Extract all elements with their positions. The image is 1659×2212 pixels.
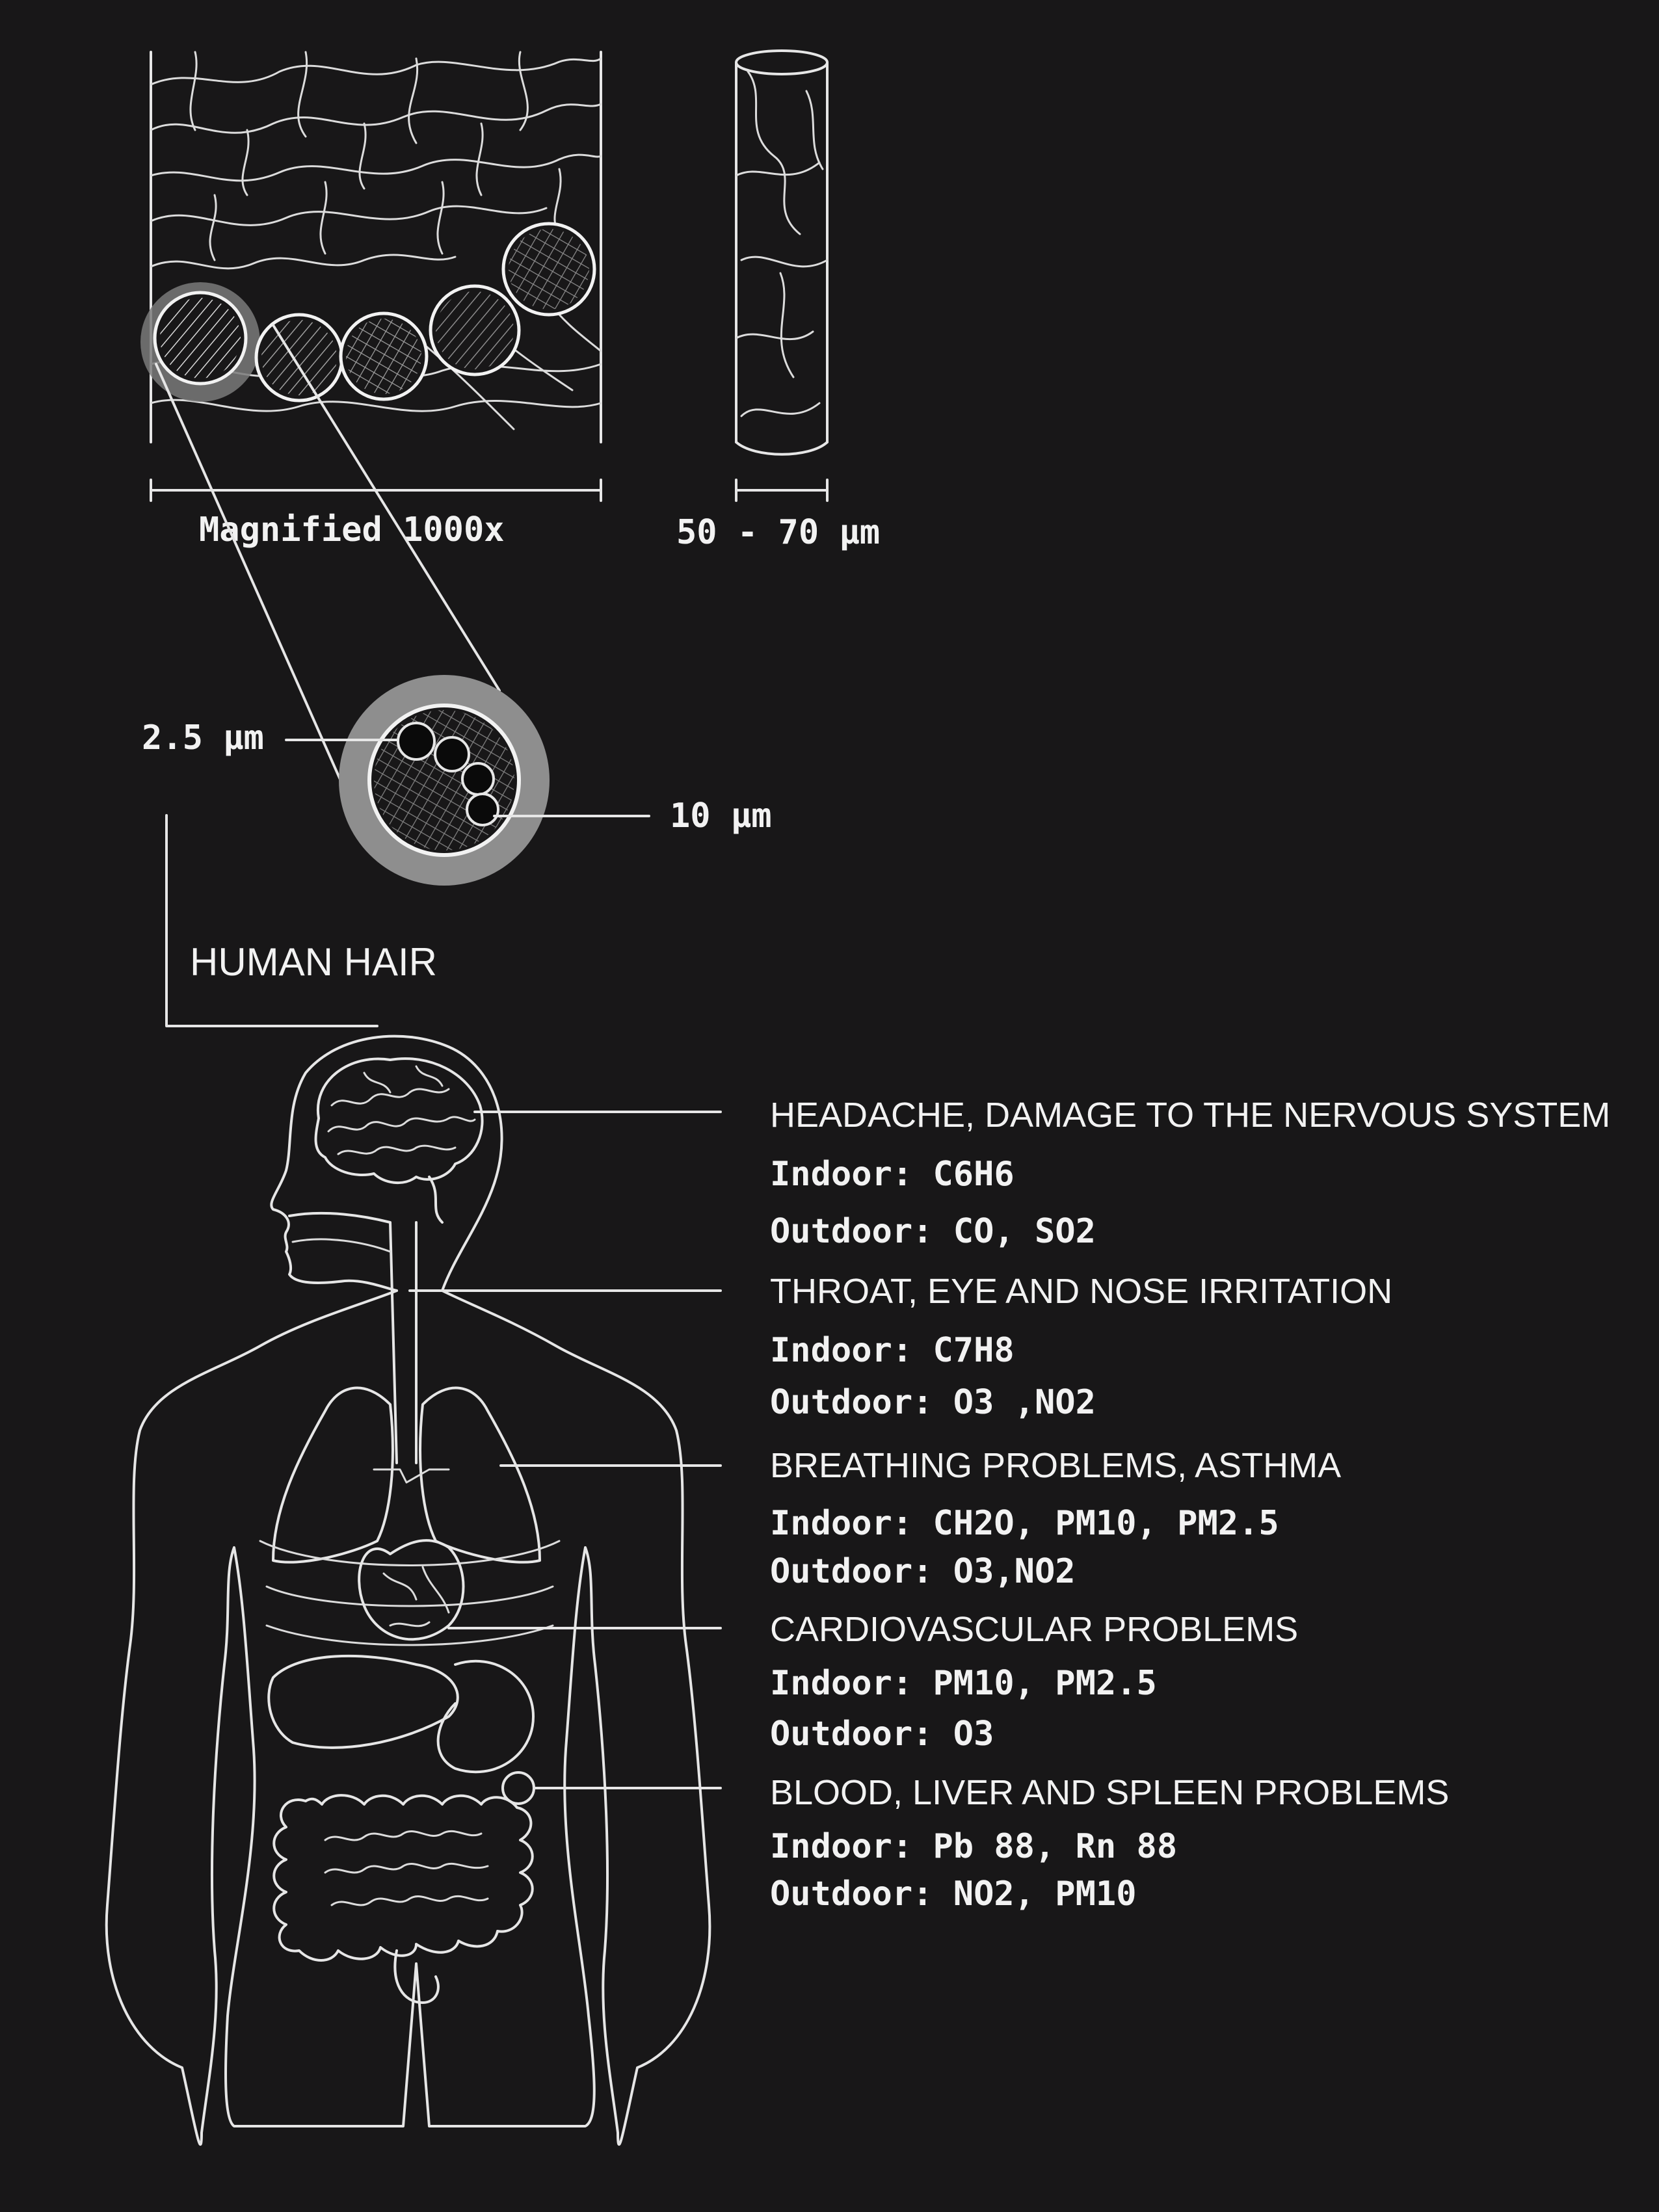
small-particle-label: 2.5 µm bbox=[142, 718, 264, 757]
effect-title: BREATHING PROBLEMS, ASTHMA bbox=[770, 1446, 1342, 1485]
human-body-illustration bbox=[107, 1036, 710, 2145]
effect-indoor: Indoor: Pb 88, Rn 88 bbox=[770, 1827, 1178, 1866]
diameter-scale-bar bbox=[736, 480, 827, 501]
effect-item-breathing bbox=[770, 1446, 1341, 1591]
human-hair-label: HUMAN HAIR bbox=[190, 940, 438, 984]
effect-outdoor: Outdoor: O3 ,NO2 bbox=[770, 1383, 1096, 1422]
effect-title: HEADACHE, DAMAGE TO THE NERVOUS SYSTEM bbox=[770, 1096, 1611, 1135]
effect-item-blood-liver-spleen bbox=[770, 1773, 1449, 1914]
effect-title: CARDIOVASCULAR PROBLEMS bbox=[770, 1610, 1299, 1649]
particle-chain bbox=[140, 224, 594, 402]
right-lung bbox=[420, 1388, 540, 1562]
particle-texture bbox=[346, 319, 421, 394]
zoom-callout bbox=[142, 325, 772, 1026]
health-effects-list bbox=[770, 1096, 1610, 1914]
particle-texture bbox=[509, 229, 589, 309]
brain-icon bbox=[316, 1059, 483, 1183]
effect-item-nervous-system bbox=[770, 1096, 1610, 1251]
large-intestine bbox=[274, 1795, 533, 1960]
liver bbox=[269, 1656, 458, 1748]
effect-indoor: Indoor: CH2O, PM10, PM2.5 bbox=[770, 1504, 1279, 1543]
effect-item-irritation bbox=[770, 1272, 1392, 1422]
magnified-label: Magnified 1000x bbox=[199, 510, 505, 549]
small-particle-dot bbox=[398, 723, 434, 759]
stomach bbox=[438, 1661, 533, 1772]
particle-texture bbox=[436, 291, 514, 369]
large-particle-label: 10 µm bbox=[670, 797, 772, 836]
particle-texture bbox=[261, 320, 337, 395]
small-particle-dot bbox=[462, 763, 494, 795]
effect-indoor: Indoor: C7H8 bbox=[770, 1331, 1015, 1370]
magnified-hair-illustration bbox=[140, 52, 601, 549]
head-outline bbox=[271, 1036, 501, 1291]
effect-outdoor: Outdoor: O3,NO2 bbox=[770, 1552, 1076, 1591]
effect-title: BLOOD, LIVER AND SPLEEN PROBLEMS bbox=[770, 1773, 1450, 1812]
effect-indoor: Indoor: C6H6 bbox=[770, 1155, 1015, 1194]
effect-indoor: Indoor: PM10, PM2.5 bbox=[770, 1664, 1157, 1703]
left-lung bbox=[273, 1388, 393, 1562]
small-particle-dot bbox=[467, 794, 498, 825]
particle-texture bbox=[160, 298, 241, 378]
hair-strand-illustration bbox=[676, 51, 880, 552]
diameter-label: 50 - 70 µm bbox=[676, 513, 881, 552]
small-particle-dot bbox=[435, 737, 469, 771]
effect-item-cardiovascular bbox=[770, 1610, 1298, 1754]
effect-title: THROAT, EYE AND NOSE IRRITATION bbox=[770, 1272, 1393, 1311]
airway bbox=[289, 1213, 397, 1463]
effect-outdoor: Outdoor: CO, SO2 bbox=[770, 1212, 1096, 1251]
effect-outdoor: Outdoor: NO2, PM10 bbox=[770, 1875, 1137, 1914]
body-outline bbox=[107, 1291, 710, 2144]
effect-outdoor: Outdoor: O3 bbox=[770, 1715, 994, 1754]
